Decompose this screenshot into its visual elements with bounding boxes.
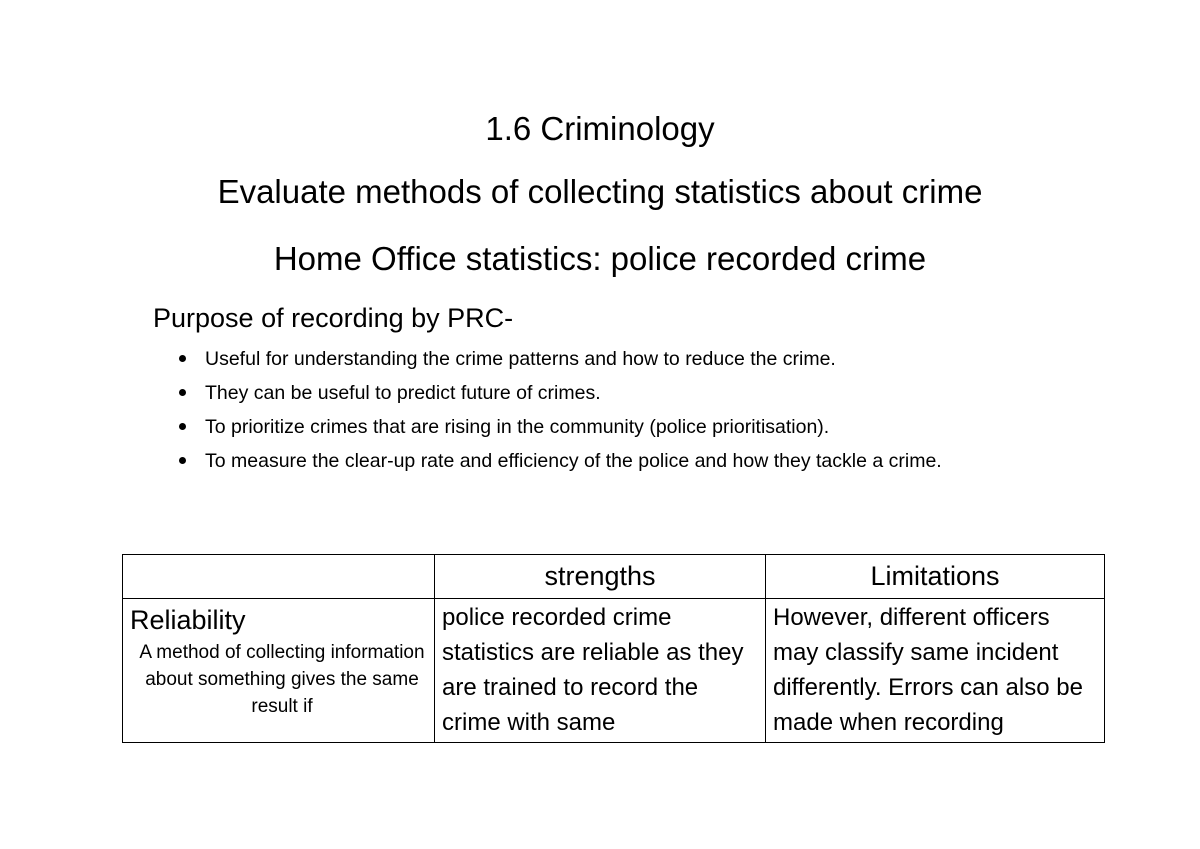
header-cell-limitations: Limitations [766,555,1105,599]
bullet-dot-icon [179,389,186,396]
bullet-dot-icon [179,457,186,464]
criterion-definition: A method of collecting information about something gives the same result if [139,642,425,717]
bullet-item [175,376,1055,410]
table-header-row [123,555,1105,599]
bullet-text: To measure the clear-up rate and efficiency of the police and how they tackle a crime. [205,450,942,472]
limitation-cell: However, different officers may classify same incident differently. Errors can also be made when recording [766,599,1105,743]
strength-cell: police recorded crime statistics are reliable as they are trained to record the crime with same [435,599,766,743]
purpose-bullet-list [175,342,1055,478]
bullet-text: To prioritize crimes that are rising in the community (police prioritisation). [205,416,830,438]
bullet-item [175,410,1055,444]
criterion-title: Reliability [130,605,246,635]
bullet-text: Useful for understanding the crime patterns and how to reduce the crime. [205,348,836,370]
criterion-cell [123,599,435,743]
bullet-item [175,444,1055,478]
bullet-text: They can be useful to predict future of crimes. [205,382,601,404]
bullet-dot-icon [179,355,186,362]
header-cell-strengths: strengths [435,555,766,599]
purpose-heading: Purpose of recording by PRC- [153,303,514,333]
bullet-dot-icon [179,423,186,430]
evaluation-table [122,554,1105,743]
task-heading: Evaluate methods of collecting statistics about crime [217,173,983,210]
topic-heading: Home Office statistics: police recorded crime [273,240,927,277]
document-title: 1.6 Criminology [485,110,715,147]
table-row [123,599,1105,743]
bullet-item [175,342,1055,376]
header-cell-empty [123,555,435,599]
